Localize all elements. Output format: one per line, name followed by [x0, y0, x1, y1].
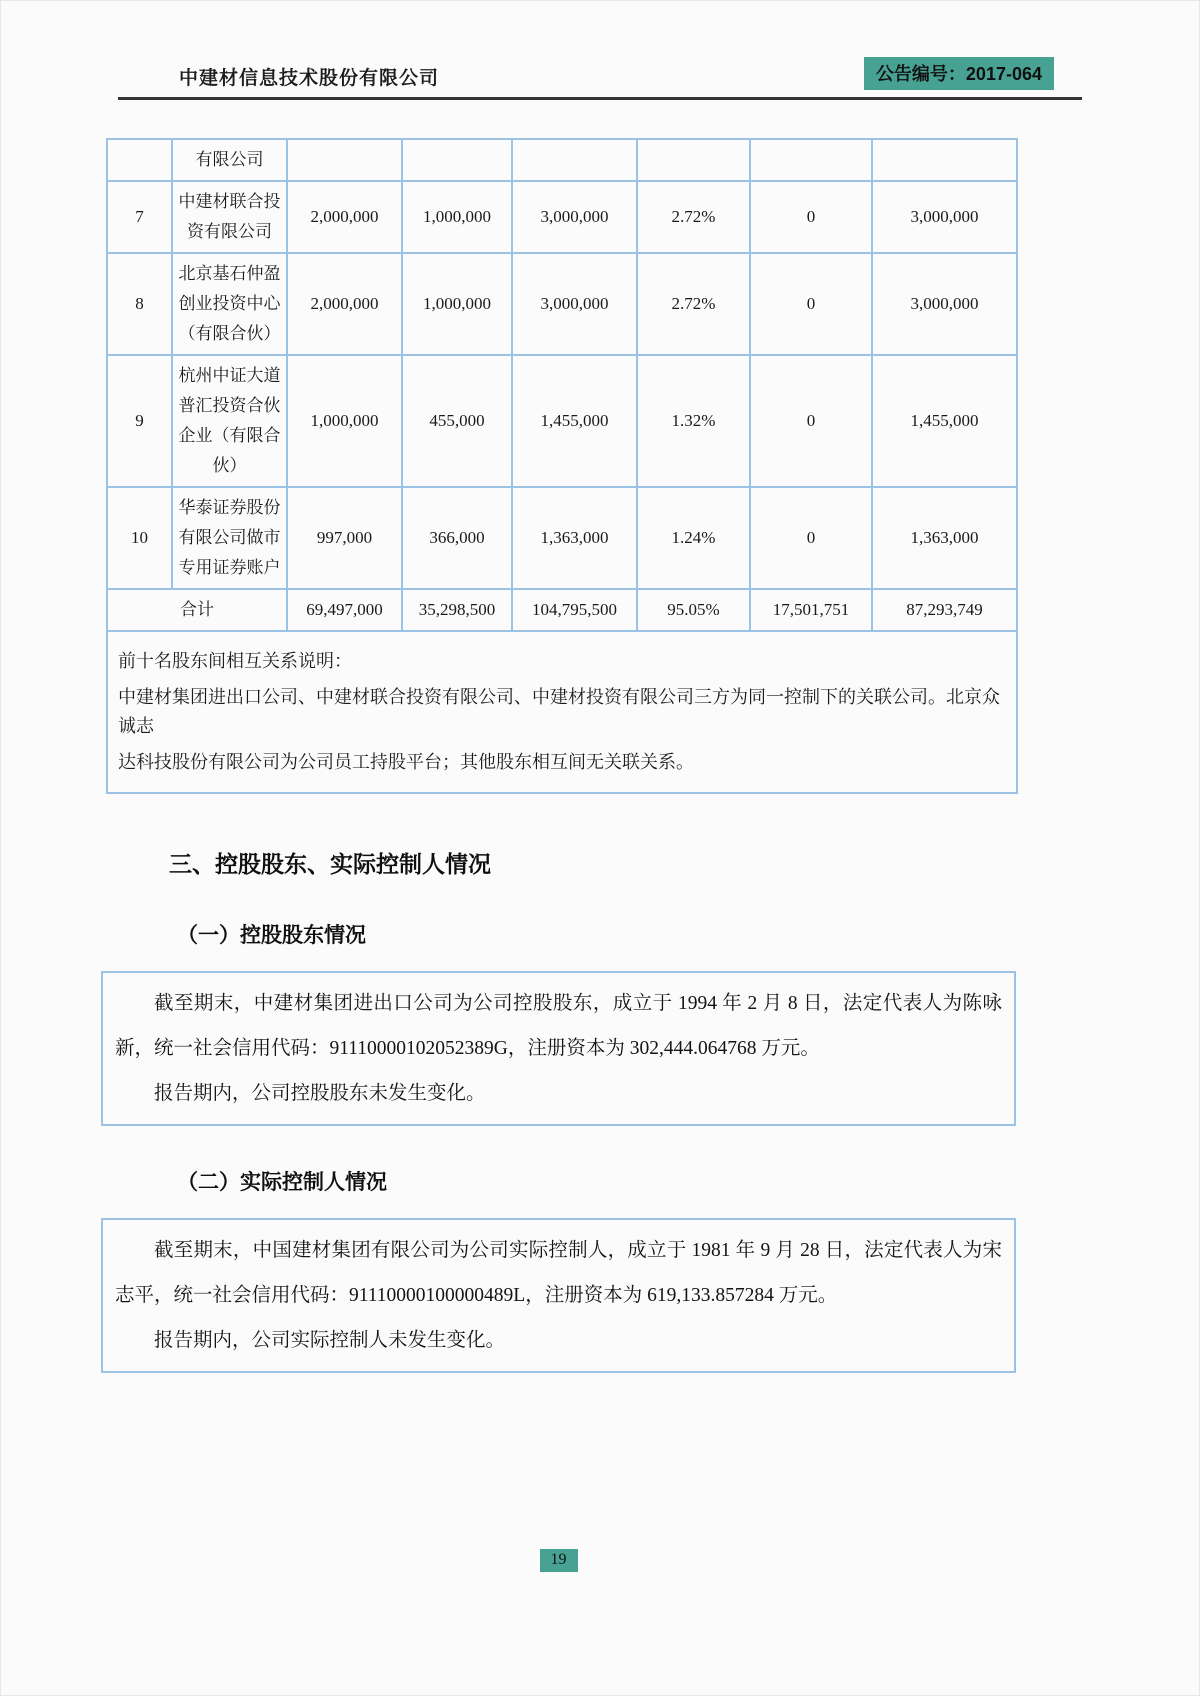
actual-controller-paragraph: 截至期末，中国建材集团有限公司为公司实际控制人，成立于 1981 年 9 月 28 日，法定代表人为宋志平，统一社会信用代码：91110000100000489L，注册资本为 619,133.857284 万元。 — [115, 1240, 1002, 1306]
cell-shareholder-name: 北京基石仲盈创业投资中心（有限合伙） — [172, 253, 287, 355]
cell-value: 0 — [750, 487, 872, 589]
cell-value: 3,000,000 — [512, 181, 637, 253]
cell-shareholder-name: 中建材联合投资有限公司 — [172, 181, 287, 253]
cell-index: 8 — [107, 253, 172, 355]
cell-value: 3,000,000 — [512, 253, 637, 355]
cell-index — [107, 139, 172, 181]
notes-line: 中建材集团进出口公司、中建材联合投资有限公司、中建材投资有限公司三方为同一控制下的关联公司。北京众诚志 — [118, 687, 1000, 736]
cell-value: 2.72% — [637, 181, 750, 253]
controlling-shareholder-box — [101, 971, 1016, 1126]
page-header — [1, 1, 1199, 90]
cell-value: 1,363,000 — [512, 487, 637, 589]
shareholder-row — [107, 253, 1017, 355]
cell-value: 455,000 — [402, 355, 512, 487]
cell-value: 2,000,000 — [287, 181, 402, 253]
cell-value: 2.72% — [637, 253, 750, 355]
shareholder-row — [107, 181, 1017, 253]
actual-controller-box — [101, 1218, 1016, 1373]
cell-value: 3,000,000 — [872, 181, 1017, 253]
company-name: 中建材信息技术股份有限公司 — [179, 68, 440, 89]
notice-label: 公告编号： — [875, 64, 966, 84]
cell-value — [637, 139, 750, 181]
cell-total-value: 35,298,500 — [402, 589, 512, 631]
cell-value: 1,455,000 — [872, 355, 1017, 487]
carryover-row — [107, 139, 1017, 181]
cell-value — [750, 139, 872, 181]
notes-title: 前十名股东间相互关系说明： — [118, 651, 352, 671]
cell-shareholder-name: 杭州中证大道普汇投资合伙企业（有限合伙） — [172, 355, 287, 487]
cell-value — [287, 139, 402, 181]
cell-value — [402, 139, 512, 181]
subsection-heading-actual-controller: （二）实际控制人情况 — [177, 1171, 387, 1194]
notice-number-badge — [864, 57, 1054, 90]
cell-index: 9 — [107, 355, 172, 487]
controlling-shareholder-status: 报告期内，公司控股股东未发生变化。 — [154, 1083, 486, 1104]
cell-value: 1,455,000 — [512, 355, 637, 487]
cell-total-value: 69,497,000 — [287, 589, 402, 631]
cell-value: 997,000 — [287, 487, 402, 589]
shareholder-row — [107, 487, 1017, 589]
cell-shareholder-name: 有限公司 — [172, 139, 287, 181]
cell-value — [872, 139, 1017, 181]
cell-shareholder-name: 华泰证券股份有限公司做市专用证券账户 — [172, 487, 287, 589]
cell-value: 0 — [750, 355, 872, 487]
cell-value: 1,000,000 — [402, 253, 512, 355]
cell-value: 3,000,000 — [872, 253, 1017, 355]
subsection-heading-controlling-shareholder: （一）控股股东情况 — [177, 924, 366, 947]
header-rule — [118, 97, 1082, 100]
cell-value: 1.24% — [637, 487, 750, 589]
cell-value: 366,000 — [402, 487, 512, 589]
cell-total-value: 87,293,749 — [872, 589, 1017, 631]
cell-total-value: 104,795,500 — [512, 589, 637, 631]
cell-value: 0 — [750, 253, 872, 355]
section-heading-controllers: 三、控股股东、实际控制人情况 — [169, 851, 491, 877]
actual-controller-status: 报告期内，公司实际控制人未发生变化。 — [154, 1330, 506, 1351]
notice-number: 2017-064 — [965, 64, 1042, 84]
page-footer — [101, 1549, 1016, 1572]
cell-index: 10 — [107, 487, 172, 589]
cell-value: 1.32% — [637, 355, 750, 487]
cell-index: 7 — [107, 181, 172, 253]
cell-value: 0 — [750, 181, 872, 253]
cell-value: 1,000,000 — [402, 181, 512, 253]
controlling-shareholder-paragraph: 截至期末，中建材集团进出口公司为公司控股股东，成立于 1994 年 2 月 8 日，法定代表人为陈咏新，统一社会信用代码：91110000102052389G，注册资本为 302,444.064768 万元。 — [115, 993, 1002, 1059]
relationship-notes-cell — [107, 631, 1017, 793]
cell-value: 1,363,000 — [872, 487, 1017, 589]
page-number-badge: 19 — [540, 1549, 578, 1572]
cell-total-value: 95.05% — [637, 589, 750, 631]
total-row — [107, 589, 1017, 631]
shareholders-table — [106, 138, 1018, 794]
cell-value: 2,000,000 — [287, 253, 402, 355]
shareholder-row — [107, 355, 1017, 487]
notes-line: 达科技股份有限公司为公司员工持股平台；其他股东相互间无关联关系。 — [118, 752, 694, 772]
cell-total-value: 17,501,751 — [750, 589, 872, 631]
cell-value: 1,000,000 — [287, 355, 402, 487]
cell-total-label: 合计 — [107, 589, 287, 631]
cell-value — [512, 139, 637, 181]
notes-row — [107, 631, 1017, 793]
